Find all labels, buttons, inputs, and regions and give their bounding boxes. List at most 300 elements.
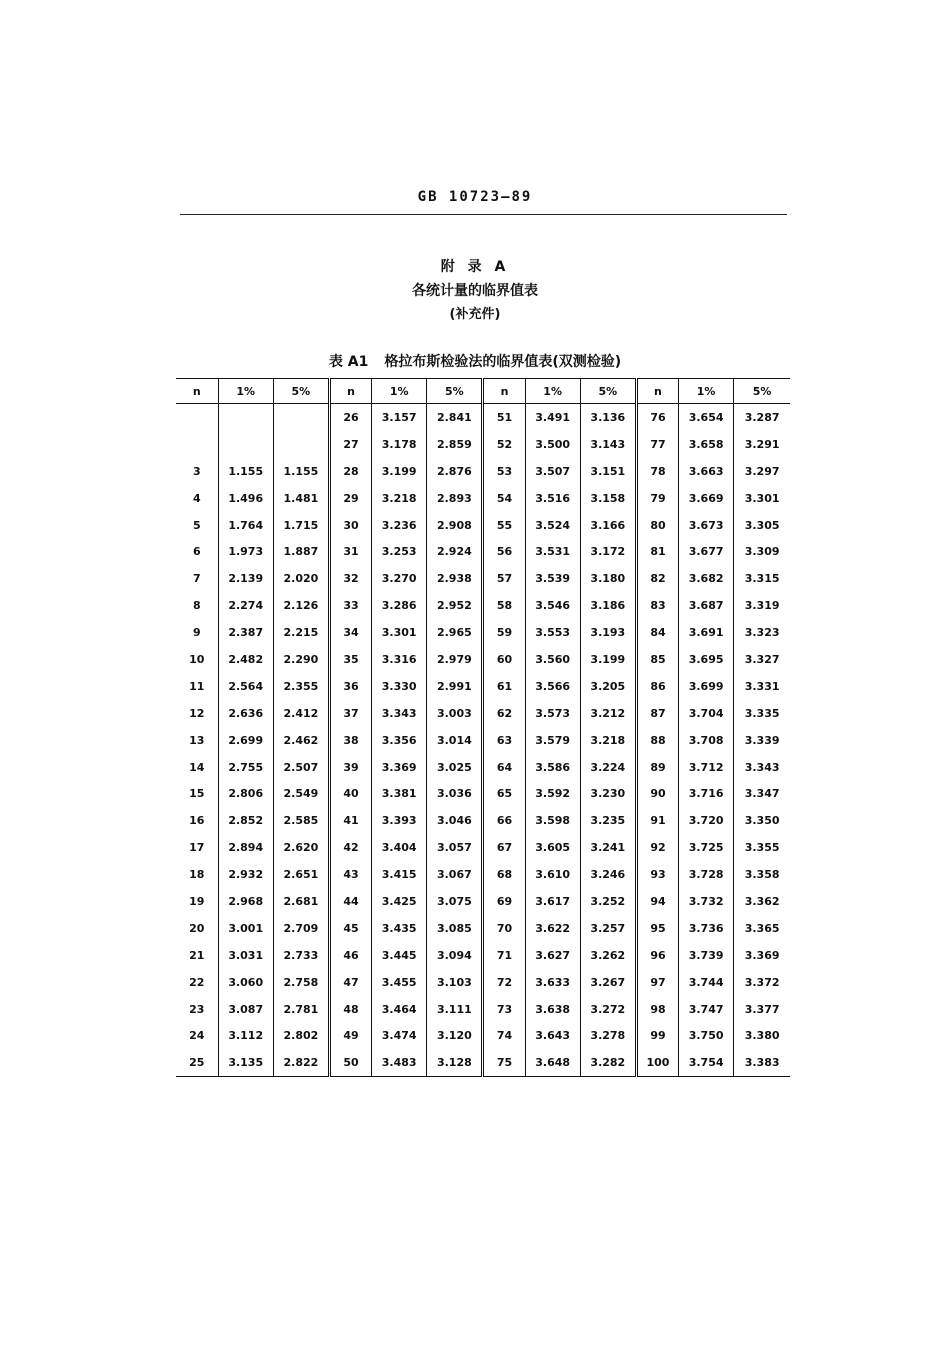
- critical-value-cell: 2.651: [273, 861, 329, 888]
- n-cell: 86: [636, 673, 678, 700]
- column-header: 1%: [679, 379, 734, 404]
- n-cell: 58: [483, 592, 525, 619]
- column-header: 1%: [372, 379, 427, 404]
- critical-value-cell: 3.212: [580, 700, 636, 727]
- critical-value-cell: 3.372: [734, 969, 790, 996]
- table-row: [176, 996, 790, 1023]
- critical-value-cell: 2.482: [218, 646, 273, 673]
- table-row: [176, 942, 790, 969]
- critical-value-cell: 3.404: [372, 834, 427, 861]
- n-cell: 7: [192, 572, 201, 586]
- critical-value-cell: 3.586: [525, 754, 580, 781]
- critical-value-cell: 2.852: [218, 807, 273, 834]
- critical-value-cell: 3.060: [218, 969, 273, 996]
- n-cell: 87: [636, 700, 678, 727]
- critical-value-cell: 3.732: [679, 888, 734, 915]
- n-cell: 67: [483, 834, 525, 861]
- critical-value-cell: 3.262: [580, 942, 636, 969]
- critical-value-cell: 3.677: [679, 538, 734, 565]
- critical-value-cell: 3.036: [427, 780, 483, 807]
- n-cell: 65: [483, 780, 525, 807]
- critical-value-cell: 3.025: [427, 754, 483, 781]
- n-cell: 89: [636, 754, 678, 781]
- critical-value-cell: 3.014: [427, 727, 483, 754]
- table-row: [176, 727, 790, 754]
- critical-value-cell: 3.654: [679, 404, 734, 431]
- critical-value-table: [176, 378, 790, 1077]
- critical-value-cell: 3.380: [734, 1022, 790, 1049]
- critical-value-cell: [218, 404, 273, 431]
- critical-value-cell: 3.369: [734, 942, 790, 969]
- table-row: [176, 1049, 790, 1076]
- n-cell: 12: [189, 706, 205, 720]
- critical-value-cell: 3.553: [525, 619, 580, 646]
- critical-value-cell: 2.699: [218, 727, 273, 754]
- critical-value-cell: 1.155: [273, 458, 329, 485]
- critical-value-cell: 3.143: [580, 431, 636, 458]
- table-row: [176, 512, 790, 539]
- critical-value-cell: 3.282: [580, 1049, 636, 1076]
- critical-value-cell: 3.315: [734, 565, 790, 592]
- critical-value-cell: 3.278: [580, 1022, 636, 1049]
- critical-value-cell: 2.564: [218, 673, 273, 700]
- critical-value-cell: 3.301: [734, 485, 790, 512]
- critical-value-cell: [273, 404, 329, 431]
- critical-value-cell: 3.087: [218, 996, 273, 1023]
- critical-value-cell: 3.507: [525, 458, 580, 485]
- critical-value-cell: 3.415: [372, 861, 427, 888]
- n-cell: 98: [636, 996, 678, 1023]
- n-cell: 44: [329, 888, 371, 915]
- n-cell: 72: [483, 969, 525, 996]
- n-cell: 74: [483, 1022, 525, 1049]
- critical-value-cell: 3.598: [525, 807, 580, 834]
- table-row: [176, 700, 790, 727]
- critical-value-cell: 3.230: [580, 780, 636, 807]
- table-row: [176, 538, 790, 565]
- critical-value-cell: 3.381: [372, 780, 427, 807]
- critical-value-cell: 3.136: [580, 404, 636, 431]
- critical-value-cell: 3.747: [679, 996, 734, 1023]
- critical-value-cell: 3.663: [679, 458, 734, 485]
- n-cell: 30: [329, 512, 371, 539]
- n-cell: 77: [636, 431, 678, 458]
- critical-value-cell: 3.316: [372, 646, 427, 673]
- n-cell: 70: [483, 915, 525, 942]
- critical-value-cell: 1.155: [218, 458, 273, 485]
- n-cell: 27: [329, 431, 371, 458]
- critical-value-cell: 3.560: [525, 646, 580, 673]
- critical-value-cell: 3.094: [427, 942, 483, 969]
- critical-value-cell: 2.126: [273, 592, 329, 619]
- critical-value-cell: 3.638: [525, 996, 580, 1023]
- critical-value-cell: 3.524: [525, 512, 580, 539]
- critical-value-cell: 3.075: [427, 888, 483, 915]
- critical-value-cell: 3.350: [734, 807, 790, 834]
- critical-value-cell: 3.633: [525, 969, 580, 996]
- n-cell: 61: [483, 673, 525, 700]
- critical-value-cell: [273, 431, 329, 458]
- n-cell: 79: [636, 485, 678, 512]
- critical-value-cell: 3.205: [580, 673, 636, 700]
- n-cell: 64: [483, 754, 525, 781]
- n-cell: 78: [636, 458, 678, 485]
- critical-value-cell: 3.673: [679, 512, 734, 539]
- critical-value-cell: 3.103: [427, 969, 483, 996]
- critical-value-cell: 3.319: [734, 592, 790, 619]
- n-cell: [176, 404, 218, 431]
- critical-value-cell: 3.301: [372, 619, 427, 646]
- critical-value-cell: 2.781: [273, 996, 329, 1023]
- table-row: [176, 969, 790, 996]
- table-row: [176, 431, 790, 458]
- column-header: n: [636, 379, 678, 404]
- n-cell: 80: [636, 512, 678, 539]
- header-divider: [180, 214, 787, 215]
- critical-value-cell: 3.151: [580, 458, 636, 485]
- n-cell: 13: [189, 733, 205, 747]
- critical-value-cell: 3.135: [218, 1049, 273, 1076]
- critical-value-cell: 2.549: [273, 780, 329, 807]
- critical-value-cell: 3.199: [580, 646, 636, 673]
- table-body: [176, 404, 790, 1077]
- n-cell: 76: [636, 404, 678, 431]
- critical-value-cell: 3.369: [372, 754, 427, 781]
- critical-value-cell: 1.887: [273, 538, 329, 565]
- critical-value-cell: 2.876: [427, 458, 483, 485]
- critical-value-cell: 2.755: [218, 754, 273, 781]
- critical-value-cell: 3.687: [679, 592, 734, 619]
- critical-value-cell: 2.991: [427, 673, 483, 700]
- critical-value-cell: 1.481: [273, 485, 329, 512]
- critical-value-cell: 3.362: [734, 888, 790, 915]
- table-row: [176, 404, 790, 431]
- critical-value-cell: 3.716: [679, 780, 734, 807]
- critical-value-cell: 2.020: [273, 565, 329, 592]
- critical-value-cell: 2.585: [273, 807, 329, 834]
- critical-value-cell: 3.682: [679, 565, 734, 592]
- critical-value-cell: 3.046: [427, 807, 483, 834]
- critical-value-cell: 2.965: [427, 619, 483, 646]
- critical-value-cell: 3.356: [372, 727, 427, 754]
- critical-value-cell: 3.257: [580, 915, 636, 942]
- critical-value-cell: 3.291: [734, 431, 790, 458]
- appendix-subtitle: 各统计量的临界值表: [412, 283, 538, 299]
- critical-value-cell: 3.199: [372, 458, 427, 485]
- critical-value-cell: 3.605: [525, 834, 580, 861]
- n-cell: 51: [483, 404, 525, 431]
- critical-value-cell: 3.455: [372, 969, 427, 996]
- critical-value-cell: 3.330: [372, 673, 427, 700]
- critical-value-cell: 3.343: [372, 700, 427, 727]
- table-caption: [0, 351, 950, 371]
- critical-value-cell: 2.733: [273, 942, 329, 969]
- n-cell: 45: [329, 915, 371, 942]
- appendix-title: 附 录 A: [440, 259, 510, 275]
- critical-value-cell: 2.894: [218, 834, 273, 861]
- n-cell: 3: [192, 464, 201, 478]
- critical-value-cell: 3.267: [580, 969, 636, 996]
- critical-value-cell: 3.252: [580, 888, 636, 915]
- n-cell: 90: [636, 780, 678, 807]
- n-cell: 4: [192, 491, 201, 505]
- n-cell: 40: [329, 780, 371, 807]
- critical-value-cell: 3.691: [679, 619, 734, 646]
- critical-value-cell: 3.180: [580, 565, 636, 592]
- n-cell: 14: [189, 760, 205, 774]
- n-cell: 55: [483, 512, 525, 539]
- critical-value-cell: 3.178: [372, 431, 427, 458]
- n-cell: 26: [329, 404, 371, 431]
- critical-value-cell: 3.270: [372, 565, 427, 592]
- table-row: [176, 592, 790, 619]
- table-row: [176, 834, 790, 861]
- n-cell: 97: [636, 969, 678, 996]
- critical-value-cell: 2.952: [427, 592, 483, 619]
- critical-value-cell: 3.305: [734, 512, 790, 539]
- critical-value-cell: 3.435: [372, 915, 427, 942]
- n-cell: 15: [189, 787, 205, 801]
- critical-value-cell: 3.516: [525, 485, 580, 512]
- critical-value-cell: 3.111: [427, 996, 483, 1023]
- critical-value-cell: 2.979: [427, 646, 483, 673]
- critical-value-cell: 3.246: [580, 861, 636, 888]
- critical-value-cell: 3.712: [679, 754, 734, 781]
- critical-value-cell: 3.001: [218, 915, 273, 942]
- n-cell: 23: [189, 1002, 205, 1016]
- critical-value-cell: 3.120: [427, 1022, 483, 1049]
- critical-value-cell: 3.708: [679, 727, 734, 754]
- critical-value-cell: 3.483: [372, 1049, 427, 1076]
- critical-value-cell: 2.908: [427, 512, 483, 539]
- n-cell: 71: [483, 942, 525, 969]
- critical-value-cell: 3.224: [580, 754, 636, 781]
- critical-value-cell: 3.627: [525, 942, 580, 969]
- critical-value-cell: 3.339: [734, 727, 790, 754]
- column-header: 1%: [218, 379, 273, 404]
- critical-value-cell: 2.822: [273, 1049, 329, 1076]
- critical-value-cell: 3.474: [372, 1022, 427, 1049]
- critical-value-cell: 3.579: [525, 727, 580, 754]
- column-header: 5%: [734, 379, 790, 404]
- n-cell: [176, 431, 218, 458]
- critical-value-cell: 3.335: [734, 700, 790, 727]
- table-row: [176, 807, 790, 834]
- n-cell: 48: [329, 996, 371, 1023]
- n-cell: 32: [329, 565, 371, 592]
- table-row: [176, 754, 790, 781]
- critical-value-cell: 3.648: [525, 1049, 580, 1076]
- column-header: n: [483, 379, 525, 404]
- n-cell: 37: [329, 700, 371, 727]
- critical-value-cell: 3.327: [734, 646, 790, 673]
- n-cell: 42: [329, 834, 371, 861]
- column-header: 5%: [427, 379, 483, 404]
- n-cell: 93: [636, 861, 678, 888]
- critical-value-cell: 3.347: [734, 780, 790, 807]
- critical-value-cell: 2.968: [218, 888, 273, 915]
- n-cell: 73: [483, 996, 525, 1023]
- critical-value-cell: 3.241: [580, 834, 636, 861]
- table-row: [176, 646, 790, 673]
- n-cell: 25: [189, 1056, 205, 1070]
- critical-value-cell: 2.681: [273, 888, 329, 915]
- critical-value-cell: 2.387: [218, 619, 273, 646]
- critical-value-cell: 3.699: [679, 673, 734, 700]
- critical-value-cell: 3.031: [218, 942, 273, 969]
- critical-value-cell: 2.932: [218, 861, 273, 888]
- table-row: [176, 861, 790, 888]
- n-cell: 47: [329, 969, 371, 996]
- critical-value-cell: 3.235: [580, 807, 636, 834]
- critical-value-cell: 3.343: [734, 754, 790, 781]
- critical-value-cell: 3.720: [679, 807, 734, 834]
- column-header: 5%: [273, 379, 329, 404]
- n-cell: 41: [329, 807, 371, 834]
- table-row: [176, 915, 790, 942]
- n-cell: 34: [329, 619, 371, 646]
- critical-value-cell: 2.215: [273, 619, 329, 646]
- n-cell: 63: [483, 727, 525, 754]
- n-cell: 35: [329, 646, 371, 673]
- n-cell: 85: [636, 646, 678, 673]
- critical-value-cell: 2.841: [427, 404, 483, 431]
- table-row: [176, 780, 790, 807]
- critical-value-cell: 3.323: [734, 619, 790, 646]
- table-caption-text: 格拉布斯检验法的临界值表(双测检验): [384, 354, 622, 370]
- n-cell: 82: [636, 565, 678, 592]
- critical-value-cell: 3.253: [372, 538, 427, 565]
- table-row: [176, 458, 790, 485]
- critical-value-cell: 3.358: [734, 861, 790, 888]
- table-row: [176, 1022, 790, 1049]
- critical-value-cell: 3.057: [427, 834, 483, 861]
- critical-value-cell: 2.620: [273, 834, 329, 861]
- column-header: n: [329, 379, 371, 404]
- n-cell: 38: [329, 727, 371, 754]
- n-cell: 11: [189, 679, 205, 693]
- n-cell: 29: [329, 485, 371, 512]
- n-cell: 66: [483, 807, 525, 834]
- critical-value-cell: 3.617: [525, 888, 580, 915]
- critical-value-cell: 3.491: [525, 404, 580, 431]
- critical-value-cell: 3.393: [372, 807, 427, 834]
- critical-value-cell: 3.445: [372, 942, 427, 969]
- critical-value-cell: 3.658: [679, 431, 734, 458]
- n-cell: 16: [189, 814, 205, 828]
- critical-value-cell: 1.764: [218, 512, 273, 539]
- critical-value-cell: 3.003: [427, 700, 483, 727]
- critical-value-cell: 3.739: [679, 942, 734, 969]
- n-cell: 36: [329, 673, 371, 700]
- critical-value-cell: 3.539: [525, 565, 580, 592]
- n-cell: 62: [483, 700, 525, 727]
- critical-value-cell: 3.500: [525, 431, 580, 458]
- critical-value-cell: 3.309: [734, 538, 790, 565]
- critical-value-cell: 3.754: [679, 1049, 734, 1076]
- critical-value-cell: 3.355: [734, 834, 790, 861]
- critical-value-cell: 3.166: [580, 512, 636, 539]
- critical-value-cell: 3.365: [734, 915, 790, 942]
- n-cell: 49: [329, 1022, 371, 1049]
- critical-value-cell: 2.290: [273, 646, 329, 673]
- n-cell: 33: [329, 592, 371, 619]
- critical-value-cell: 3.610: [525, 861, 580, 888]
- n-cell: 20: [189, 921, 205, 935]
- n-cell: 9: [192, 626, 201, 640]
- critical-value-cell: 3.750: [679, 1022, 734, 1049]
- n-cell: 83: [636, 592, 678, 619]
- n-cell: 99: [636, 1022, 678, 1049]
- n-cell: 28: [329, 458, 371, 485]
- critical-value-cell: 3.085: [427, 915, 483, 942]
- n-cell: 56: [483, 538, 525, 565]
- n-cell: 39: [329, 754, 371, 781]
- critical-value-cell: 2.709: [273, 915, 329, 942]
- critical-value-cell: 3.157: [372, 404, 427, 431]
- n-cell: 24: [189, 1029, 205, 1043]
- critical-value-cell: 3.236: [372, 512, 427, 539]
- critical-value-cell: 3.464: [372, 996, 427, 1023]
- column-header: 5%: [580, 379, 636, 404]
- critical-value-cell: 3.725: [679, 834, 734, 861]
- column-header: 1%: [525, 379, 580, 404]
- critical-value-cell: 3.695: [679, 646, 734, 673]
- n-cell: 21: [189, 948, 205, 962]
- critical-value-cell: 3.193: [580, 619, 636, 646]
- critical-value-cell: 1.715: [273, 512, 329, 539]
- critical-value-cell: 3.331: [734, 673, 790, 700]
- n-cell: 100: [636, 1049, 678, 1076]
- n-cell: 75: [483, 1049, 525, 1076]
- n-cell: 59: [483, 619, 525, 646]
- n-cell: 52: [483, 431, 525, 458]
- critical-value-cell: 3.383: [734, 1049, 790, 1076]
- critical-value-cell: 3.704: [679, 700, 734, 727]
- critical-value-cell: 3.172: [580, 538, 636, 565]
- n-cell: 69: [483, 888, 525, 915]
- document-code: GB 10723—89: [417, 189, 533, 205]
- n-cell: 8: [192, 599, 201, 613]
- critical-value-cell: 3.128: [427, 1049, 483, 1076]
- critical-value-cell: 2.758: [273, 969, 329, 996]
- n-cell: 91: [636, 807, 678, 834]
- critical-value-cell: 2.924: [427, 538, 483, 565]
- critical-value-cell: 3.186: [580, 592, 636, 619]
- table-caption-label: 表 A1: [328, 354, 369, 370]
- n-cell: 57: [483, 565, 525, 592]
- critical-value-cell: 3.669: [679, 485, 734, 512]
- n-cell: 31: [329, 538, 371, 565]
- n-cell: 10: [189, 652, 205, 666]
- critical-value-cell: 2.139: [218, 565, 273, 592]
- critical-value-cell: 3.425: [372, 888, 427, 915]
- critical-value-cell: 3.286: [372, 592, 427, 619]
- critical-value-cell: 3.218: [580, 727, 636, 754]
- critical-value-cell: 3.297: [734, 458, 790, 485]
- n-cell: 18: [189, 868, 205, 882]
- critical-value-cell: 3.272: [580, 996, 636, 1023]
- critical-value-cell: 3.112: [218, 1022, 273, 1049]
- critical-value-cell: 3.622: [525, 915, 580, 942]
- n-cell: 92: [636, 834, 678, 861]
- critical-value-cell: 3.531: [525, 538, 580, 565]
- critical-value-cell: 2.938: [427, 565, 483, 592]
- n-cell: 53: [483, 458, 525, 485]
- n-cell: 5: [192, 518, 201, 532]
- critical-value-cell: 1.973: [218, 538, 273, 565]
- table-row: [176, 485, 790, 512]
